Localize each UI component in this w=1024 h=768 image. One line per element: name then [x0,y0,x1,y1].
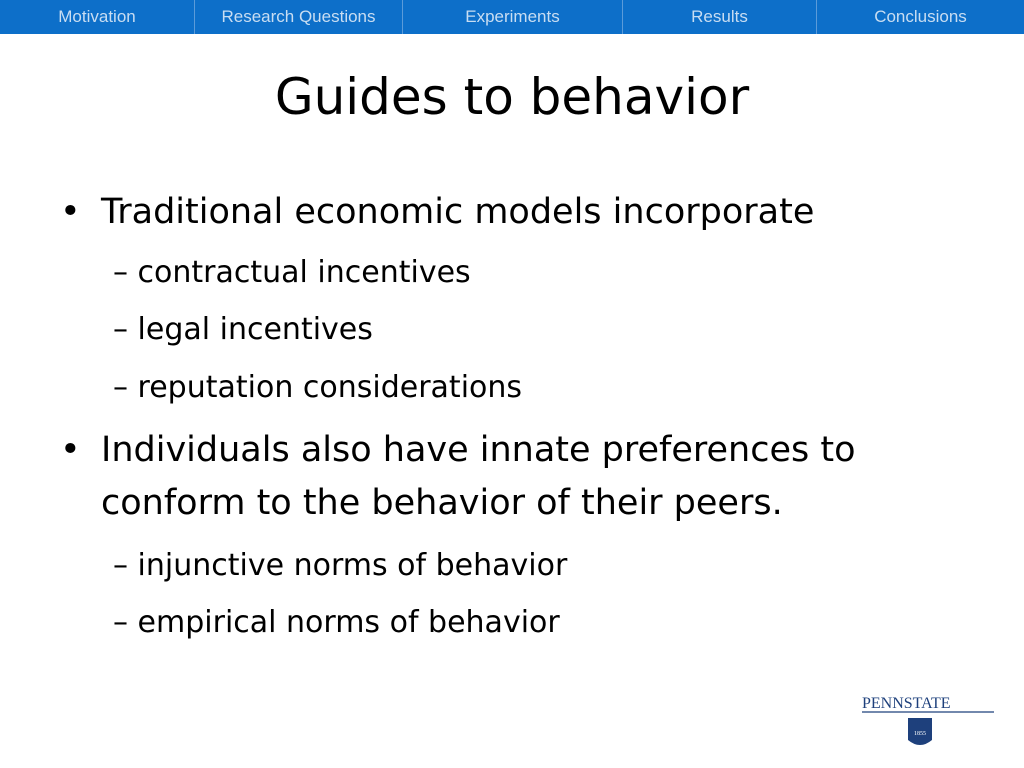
bullet-item [60,424,940,530]
sub-bullet-item [113,368,522,408]
dash-icon: – [113,370,128,405]
nav-item-results[interactable]: Results [623,0,817,34]
sub-bullet-text: legal incentives [137,312,373,347]
nav-item-conclusions[interactable]: Conclusions [874,7,967,26]
bullet-icon: • [60,430,81,470]
sub-bullet-item [113,310,373,350]
bullet-item [60,186,940,239]
pennstate-logo [860,690,996,754]
nav-item-research-questions[interactable]: Research Questions [195,0,403,34]
sub-bullet-text: contractual incentives [137,255,471,290]
dash-icon: – [113,312,128,347]
bullet-icon: • [60,192,81,232]
section-navbar [0,0,1024,34]
sub-bullet-item [113,546,567,586]
dash-icon: – [113,605,128,640]
logo-year: 1855 [914,731,926,737]
sub-bullet-text: empirical norms of behavior [137,605,560,640]
bullet-text: Individuals also have innate preferences to conform to the behavior of their peers. [101,430,856,523]
nav-item-experiments[interactable]: Experiments [403,0,623,34]
dash-icon: – [113,255,128,290]
sub-bullet-text: injunctive norms of behavior [137,548,568,583]
sub-bullet-item [113,603,560,643]
logo-wordmark: PENNSTATE [862,695,951,712]
bullet-text: Traditional economic models incorporate [101,192,815,232]
sub-bullet-text: reputation considerations [137,370,523,405]
nav-item-motivation[interactable]: Motivation [0,0,195,34]
slide-title: Guides to behavior [274,68,750,126]
sub-bullet-item [113,253,471,293]
dash-icon: – [113,548,128,583]
